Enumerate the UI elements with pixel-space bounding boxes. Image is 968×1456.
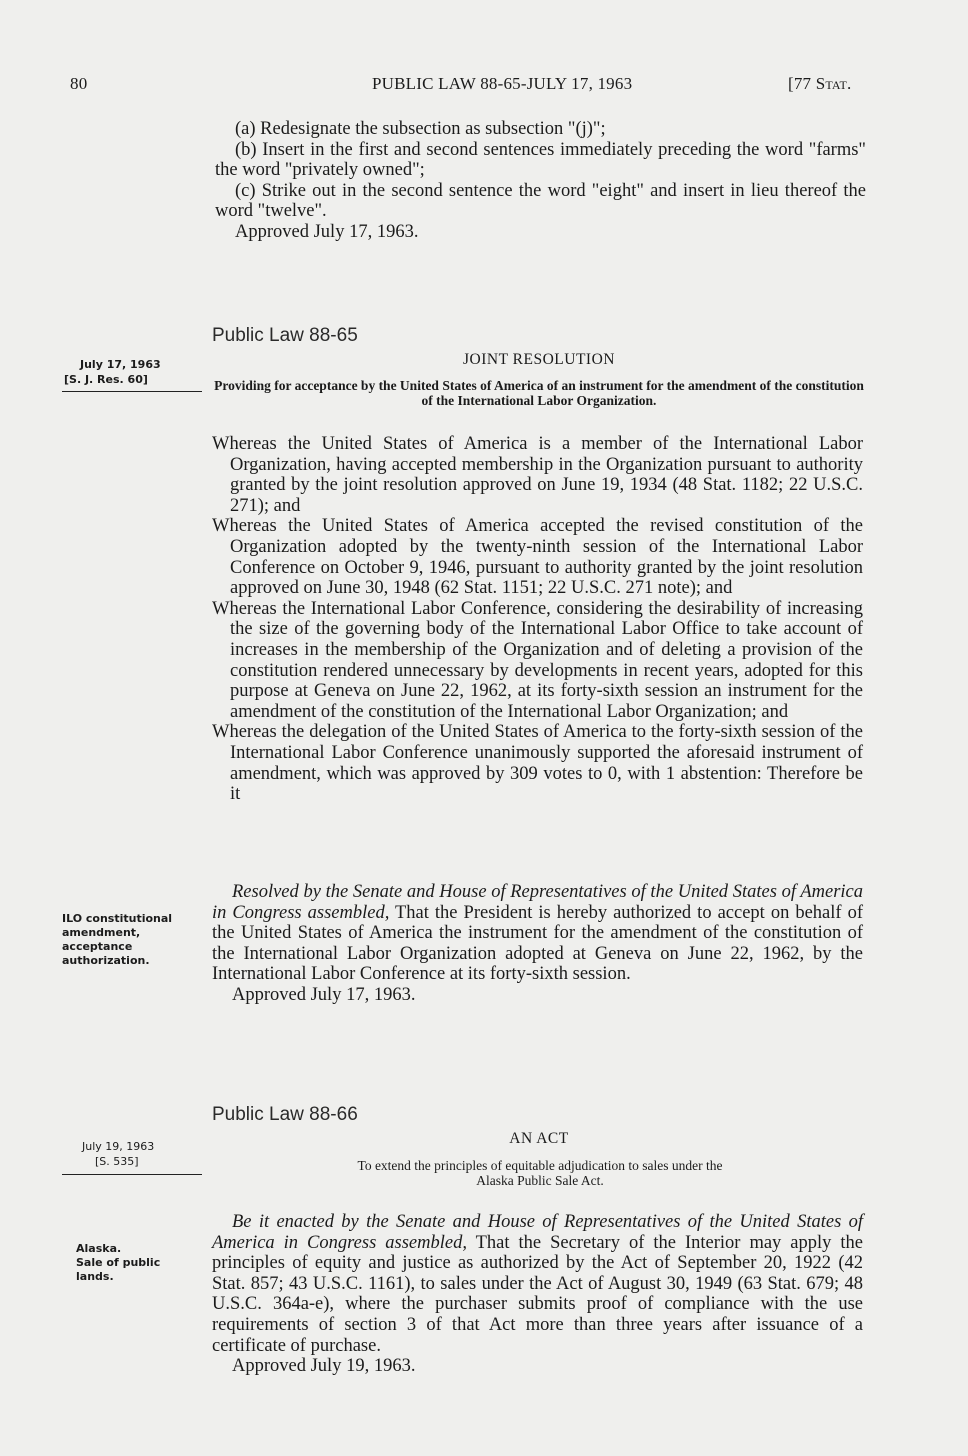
whereas-clause: Whereas the International Labor Conference, considering the desirability of increasing the size of the governing body of the International Labor Office to take account of increases in the membership of the Organization and of deleting a provision of the constitution rendered unnecessary by developments in recent years, adopted for this purpose at Geneva on June 22, 1962, at its forty-sixth session an instrument for the amendment of the constitution of the International Labor Organization; and: [212, 598, 863, 722]
approval-date: Approved July 17, 1963.: [235, 221, 419, 242]
margin-bill-reference: [S. 535]: [95, 1155, 139, 1168]
law-purpose: Providing for acceptance by the United States of America of an instrument for the amendment of the constitution of the International Labor Organization.: [214, 378, 864, 408]
law-title: Public Law 88-66: [212, 1104, 358, 1125]
whereas-clause: Whereas the United States of America is a member of the International Labor Organization, having accepted membership in the Organization pursuant to authority granted by the joint resolution approved on June 19, 1934 (48 Stat. 1182; 22 U.S.C. 271); and: [212, 434, 863, 516]
whereas-clauses: [212, 434, 863, 805]
volume-reference: [77 Stat.: [788, 74, 852, 93]
amendment-item-b: (b) Insert in the first and second sentences immediately preceding the word "farms" the word "privately owned";: [215, 139, 866, 181]
law-purpose: To extend the principles of equitable adjudication to sales under the Alaska Public Sale Act.: [357, 1158, 723, 1188]
amendment-item-a: (a) Redesignate the subsection as subsection "(j)";: [235, 119, 606, 139]
margin-note: Sale of public lands.: [76, 1256, 161, 1283]
margin-date: July 19, 1963: [82, 1140, 155, 1153]
running-title: PUBLIC LAW 88-65-JULY 17, 1963: [372, 74, 633, 93]
margin-date: July 17, 1963: [80, 358, 161, 371]
enacting-clause: [212, 1212, 863, 1377]
margin-note: Alaska.: [76, 1242, 122, 1255]
enacting-formula: Be it enacted by the Senate and House of Representatives of the United States of America in Congress assembled,: [212, 1212, 863, 1253]
enacting-formula: Resolved by the Senate and House of Representatives of the United States of America in Congress assembled,: [212, 882, 863, 923]
whereas-clause: Whereas the delegation of the United States of America to the forty-sixth session of the International Labor Conference unanimously supported the aforesaid instrument of amendment, which was approved by 309 votes to 0, with 1 abstention: Therefore be it: [212, 722, 863, 805]
document-type: AN ACT: [509, 1130, 569, 1147]
approval-date: Approved July 19, 1963.: [232, 1356, 416, 1377]
amendment-item-c: (c) Strike out in the second sentence the word "eight" and insert in lieu thereof the word "twelve".: [215, 180, 866, 222]
carryover-section: [215, 119, 866, 243]
page-number: 80: [70, 74, 88, 93]
resolving-clause: [212, 882, 863, 1006]
margin-bill-reference: [S. J. Res. 60]: [64, 373, 148, 386]
approval-date: Approved July 17, 1963.: [232, 984, 416, 1005]
whereas-clause: Whereas the United States of America accepted the revised constitution of the Organization adopted by the twenty-ninth session of the International Labor Conference on October 9, 1946, pursuant to authority granted by the joint resolution approved on June 30, 1948 (62 Stat. 1151; 22 U.S.C. 271 note); and: [212, 516, 863, 599]
law-title: Public Law 88-65: [212, 325, 358, 346]
margin-rule: [62, 1174, 202, 1175]
act-text: That the Secretary of the Interior may apply the principles of equity and justice as authorized by the Act of September 20, 1922 (42 Stat. 857; 43 U.S.C. 1161), to sales under the Act of August 30, 1949 (63 Stat. 679; 48 U.S.C. 364a-e), where the purchaser submits proof of compliance with the use requirements of section 3 of that Act more than three years after issuance of a certificate of purchase.: [212, 1232, 863, 1356]
margin-rule: [62, 391, 202, 392]
document-type: JOINT RESOLUTION: [463, 351, 615, 368]
margin-note: ILO constitutional amendment, acceptance authorization.: [62, 912, 173, 967]
resolution-text: That the President is hereby authorized to accept on behalf of the United States of America the instrument for the amendment of the constitution of the International Labor Organization adopted at Geneva on June 22, 1962, by the International Labor Conference at its forty-sixth session.: [212, 902, 863, 985]
